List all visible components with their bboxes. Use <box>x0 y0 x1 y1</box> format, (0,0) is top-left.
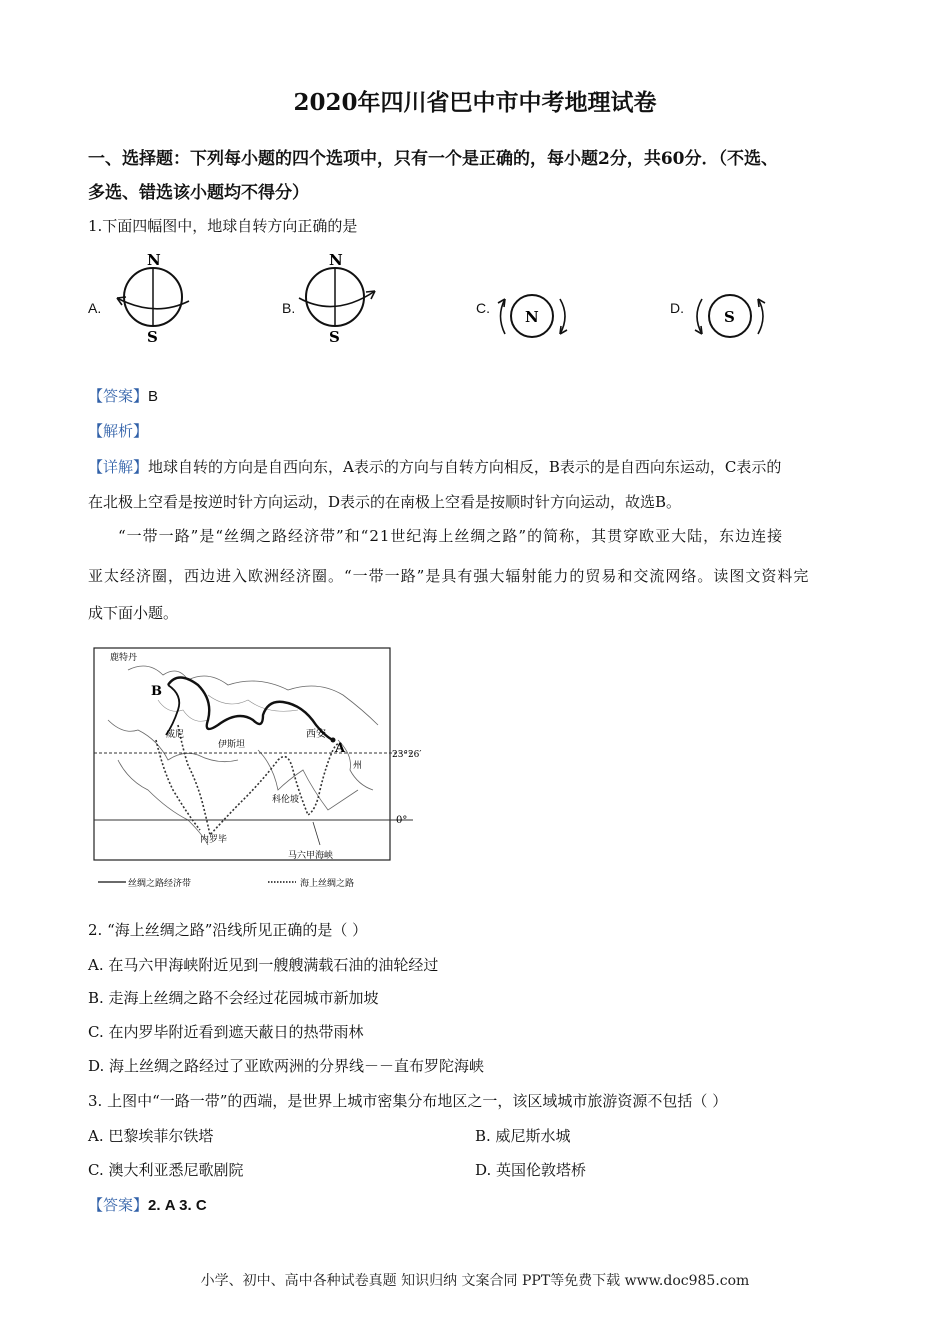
q1-diagram-b <box>295 248 385 346</box>
q1-stem: 1.下面四幅图中，地球自转方向正确的是 <box>88 217 358 235</box>
label-rotterdam: 鹿特丹 <box>110 653 138 663</box>
legend-sea-label: 海上丝绸之路 <box>300 879 355 889</box>
label-xian: 西安 <box>306 729 326 740</box>
passage-line2: 亚太经济圈，西边进入欧洲经济圈。“一带一路”是具有强大辐射能力的贸易和交流网络。读图文资料完 <box>88 567 810 585</box>
section-heading-line2: 多选、错选该小题均不得分） <box>88 183 309 203</box>
label-malacca: 马六甲海峡 <box>288 851 334 861</box>
q3-option-c: C. 澳大利亚悉尼歌剧院 <box>88 1161 244 1179</box>
q3-option-b: B. 威尼斯水城 <box>475 1127 571 1145</box>
label-tropic: 23°26′ <box>392 750 422 760</box>
analysis-tag: 【解析】 <box>88 422 149 440</box>
q1-option-b-label: B. <box>282 300 296 316</box>
page-footer: 小学、初中、高中各种试卷真题 知识归纳 文案合同 PPT等免费下载 www.doc985.com <box>200 1273 750 1289</box>
north-label: N <box>525 308 539 326</box>
q3-option-a: A. 巴黎埃菲尔铁塔 <box>88 1127 214 1145</box>
page-title: 2020年四川省巴中市中考地理试卷 <box>293 89 657 116</box>
q1-diagram-d <box>684 285 774 345</box>
q1-diagram-c <box>488 285 578 345</box>
detail-text: 地球自转的方向是自西向东，A表示的方向与自转方向相反，B表示的是自西向东运动，C表示的 <box>148 458 782 476</box>
answer-tag: 【答案】 <box>88 1196 149 1214</box>
south-label: S <box>724 308 735 326</box>
label-point-a: A <box>335 741 346 756</box>
label-zhou: 州 <box>353 761 363 771</box>
q1-detail-line1 <box>88 456 781 477</box>
answer-2-3 <box>88 1194 207 1215</box>
passage-line3: 成下面小题。 <box>88 604 179 622</box>
q2-option-d: D. 海上丝绸之路经过了亚欧两洲的分界线－－直布罗陀海峡 <box>88 1057 485 1075</box>
silk-road-map <box>88 640 428 895</box>
q3-stem: 3. 上图中“一路一带”的西端，是世界上城市密集分布地区之一，该区域城市旅游资源不包括（ ） <box>88 1092 728 1110</box>
q2-option-a: A. 在马六甲海峡附近见到一艘艘满载石油的油轮经过 <box>88 956 439 974</box>
q1-option-a-label: A. <box>88 300 102 316</box>
answer-value: B <box>148 388 159 405</box>
q2-stem: 2. “海上丝绸之路”沿线所见正确的是（ ） <box>88 921 368 939</box>
q3-option-d: D. 英国伦敦塔桥 <box>475 1161 587 1179</box>
answer-value: 2. A 3. C <box>148 1197 207 1214</box>
passage-line1: “一带一路”是“丝绸之路经济带”和“21世纪海上丝绸之路”的简称，其贯穿欧亚大陆，东边连接 <box>118 527 784 545</box>
label-point-b: B <box>151 684 162 699</box>
label-istanbul: 伊斯坦 <box>218 740 246 750</box>
section-heading-line1: 一、选择题：下列每小题的四个选项中，只有一个是正确的，每小题2分，共60分．（不选、 <box>88 149 778 169</box>
q1-detail-line2: 在北极上空看是按逆时针方向运动，D表示的在南极上空看是按顺时针方向运动，故选B。 <box>88 493 682 511</box>
label-nairobi: 内罗毕 <box>200 835 228 845</box>
q2-option-c: C. 在内罗毕附近看到遮天蔽日的热带雨林 <box>88 1023 364 1041</box>
q1-answer <box>88 385 158 406</box>
label-colombo: 科伦坡 <box>272 795 300 805</box>
south-label: S <box>147 328 158 346</box>
south-label: S <box>329 328 340 346</box>
north-label: N <box>329 251 343 269</box>
q2-option-b: B. 走海上丝绸之路不会经过花园城市新加坡 <box>88 989 379 1007</box>
detail-tag: 【详解】 <box>88 458 149 476</box>
label-venice: 威尼 <box>166 730 185 740</box>
q1-option-d-label: D. <box>670 300 684 316</box>
q1-diagram-a <box>105 248 200 346</box>
q1-option-c-label: C. <box>476 300 490 316</box>
north-label: N <box>147 251 161 269</box>
answer-tag: 【答案】 <box>88 387 149 405</box>
label-equator: 0° <box>396 815 408 826</box>
legend-land-label: 丝绸之路经济带 <box>128 879 192 889</box>
